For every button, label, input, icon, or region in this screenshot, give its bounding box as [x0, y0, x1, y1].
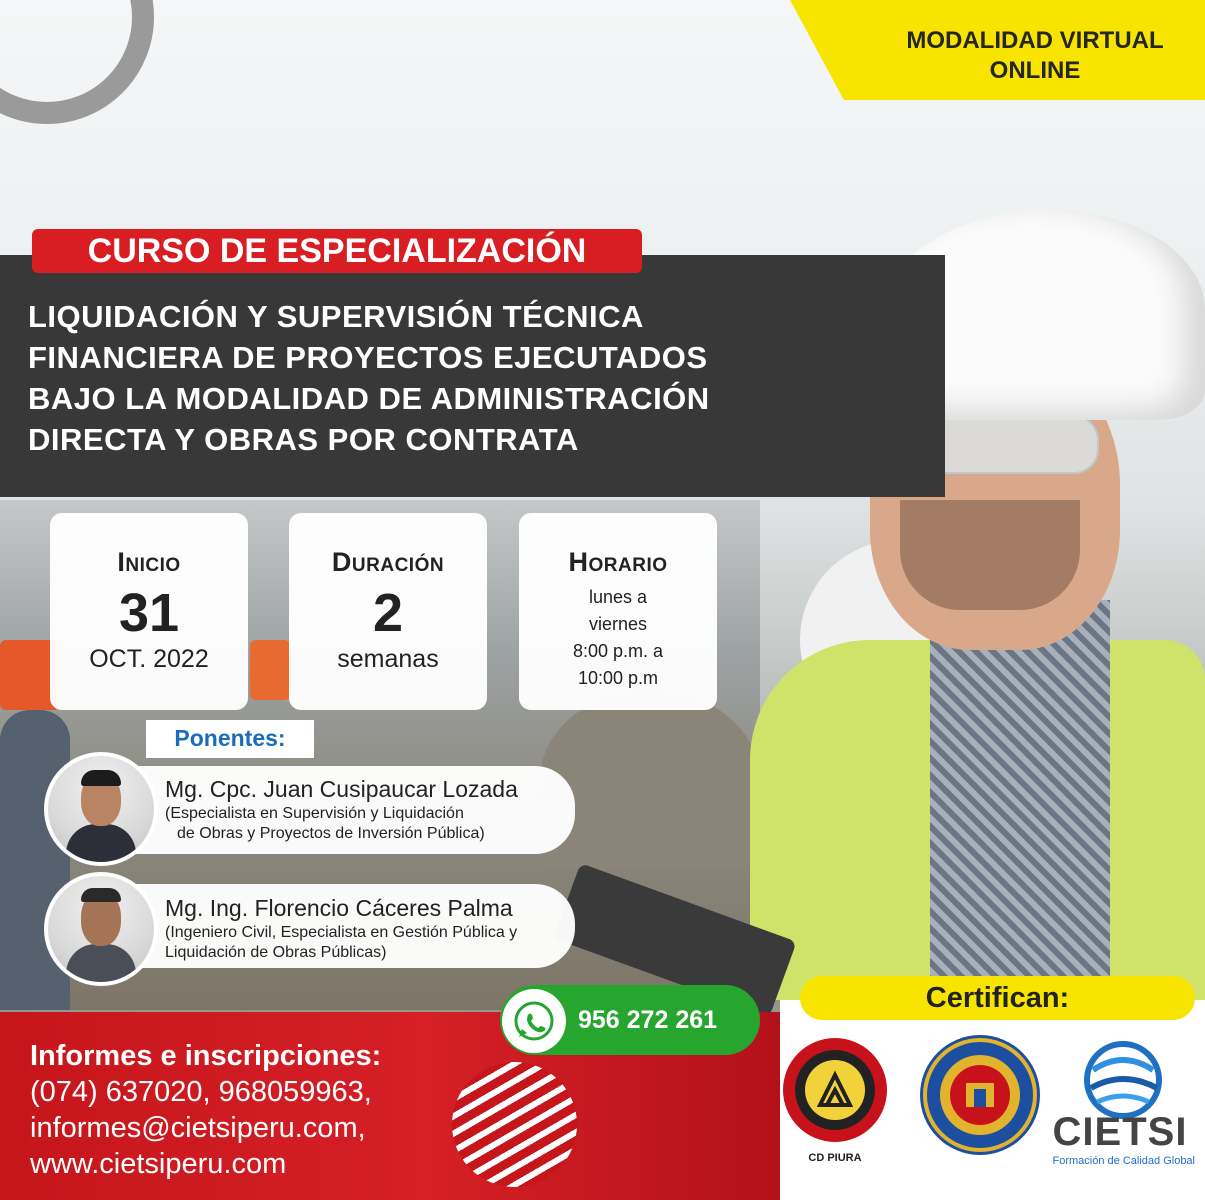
schedule-line: 8:00 p.m. a: [572, 641, 664, 661]
speaker-desc-line: de Obras y Proyectos de Inversión Pública): [177, 825, 485, 842]
speakers-heading: Ponentes:: [174, 725, 286, 751]
speaker-desc-2: [165, 923, 517, 963]
course-tag-label: CURSO DE ESPECIALIZACIÓN: [87, 232, 587, 270]
schedule-label: Horario: [568, 547, 668, 577]
course-title: [28, 296, 888, 460]
cietsi-tagline: Formación de Calidad Global: [1052, 1155, 1195, 1167]
rubble-pile: [540, 690, 760, 870]
cip-seal-icon: [780, 1035, 890, 1145]
speaker-suit: [66, 944, 136, 984]
contact-heading: Informes e inscripciones:: [30, 1040, 382, 1072]
start-label: Inicio: [117, 547, 181, 577]
duration-label: Duración: [331, 547, 445, 577]
certify-heading: Certifican:: [925, 982, 1070, 1014]
cietsi-logo: [1045, 1040, 1195, 1180]
cip-logo-caption: CD PIURA: [808, 1152, 862, 1164]
contact-website[interactable]: www.cietsiperu.com: [30, 1148, 287, 1180]
schedule-card: [519, 513, 717, 710]
speaker-desc-line: (Ingeniero Civil, Especialista en Gestión Pública y: [165, 924, 518, 941]
duration-unit: semanas: [337, 645, 439, 673]
duration-value: 2: [372, 583, 404, 643]
whatsapp-number[interactable]: 956 272 261: [578, 1006, 718, 1034]
speaker-hair: [81, 770, 121, 786]
contact-email[interactable]: informes@cietsiperu.com,: [30, 1112, 366, 1144]
contact-phones: (074) 637020, 968059963,: [30, 1076, 372, 1108]
whatsapp-glyph: [502, 989, 566, 1053]
speaker-photo-1: [44, 752, 158, 866]
speaker-desc-line: (Especialista en Supervisión y Liquidación: [165, 805, 464, 822]
speaker-name-1: Mg. Cpc. Juan Cusipaucar Lozada: [165, 776, 518, 802]
schedule-line: 10:00 p.m: [577, 668, 659, 688]
traffic-barrier: [250, 640, 290, 700]
schedule-line: lunes a: [588, 587, 648, 607]
mode-text: MODALIDAD VIRTUAL ONLINE: [906, 27, 1164, 84]
course-title-line: BAJO LA MODALIDAD DE ADMINISTRACIÓN: [28, 381, 710, 416]
schedule-lines: [519, 584, 717, 692]
speaker-name-2: Mg. Ing. Florencio Cáceres Palma: [165, 895, 513, 921]
ccp-seal-icon: [918, 1033, 1042, 1157]
engineer-beard: [900, 500, 1080, 610]
speaker-photo-2: [44, 872, 158, 986]
speaker-desc-line: Liquidación de Obras Públicas): [165, 944, 387, 961]
speaker-suit: [66, 824, 136, 864]
decorative-ring: [0, 0, 154, 124]
schedule-line: viernes: [588, 614, 648, 634]
start-month: OCT. 2022: [89, 645, 209, 673]
cietsi-globe-icon: [1045, 1040, 1195, 1120]
whatsapp-icon: [502, 989, 566, 1053]
ccp-logo: [918, 1033, 1042, 1157]
cip-logo: [780, 1035, 890, 1145]
start-card: [50, 513, 248, 710]
speaker-desc-1: [165, 804, 485, 844]
speaker-hair: [81, 888, 121, 902]
start-day: 31: [118, 583, 180, 643]
cietsi-name: CIETSI: [1052, 1110, 1188, 1154]
striped-circle: [452, 1062, 577, 1187]
course-title-line: LIQUIDACIÓN Y SUPERVISIÓN TÉCNICA: [28, 299, 644, 334]
course-title-line: FINANCIERA DE PROYECTOS EJECUTADOS: [28, 340, 708, 375]
duration-card: [289, 513, 487, 710]
engineer-shirt: [930, 600, 1110, 1000]
course-title-line: DIRECTA Y OBRAS POR CONTRATA: [28, 422, 579, 457]
